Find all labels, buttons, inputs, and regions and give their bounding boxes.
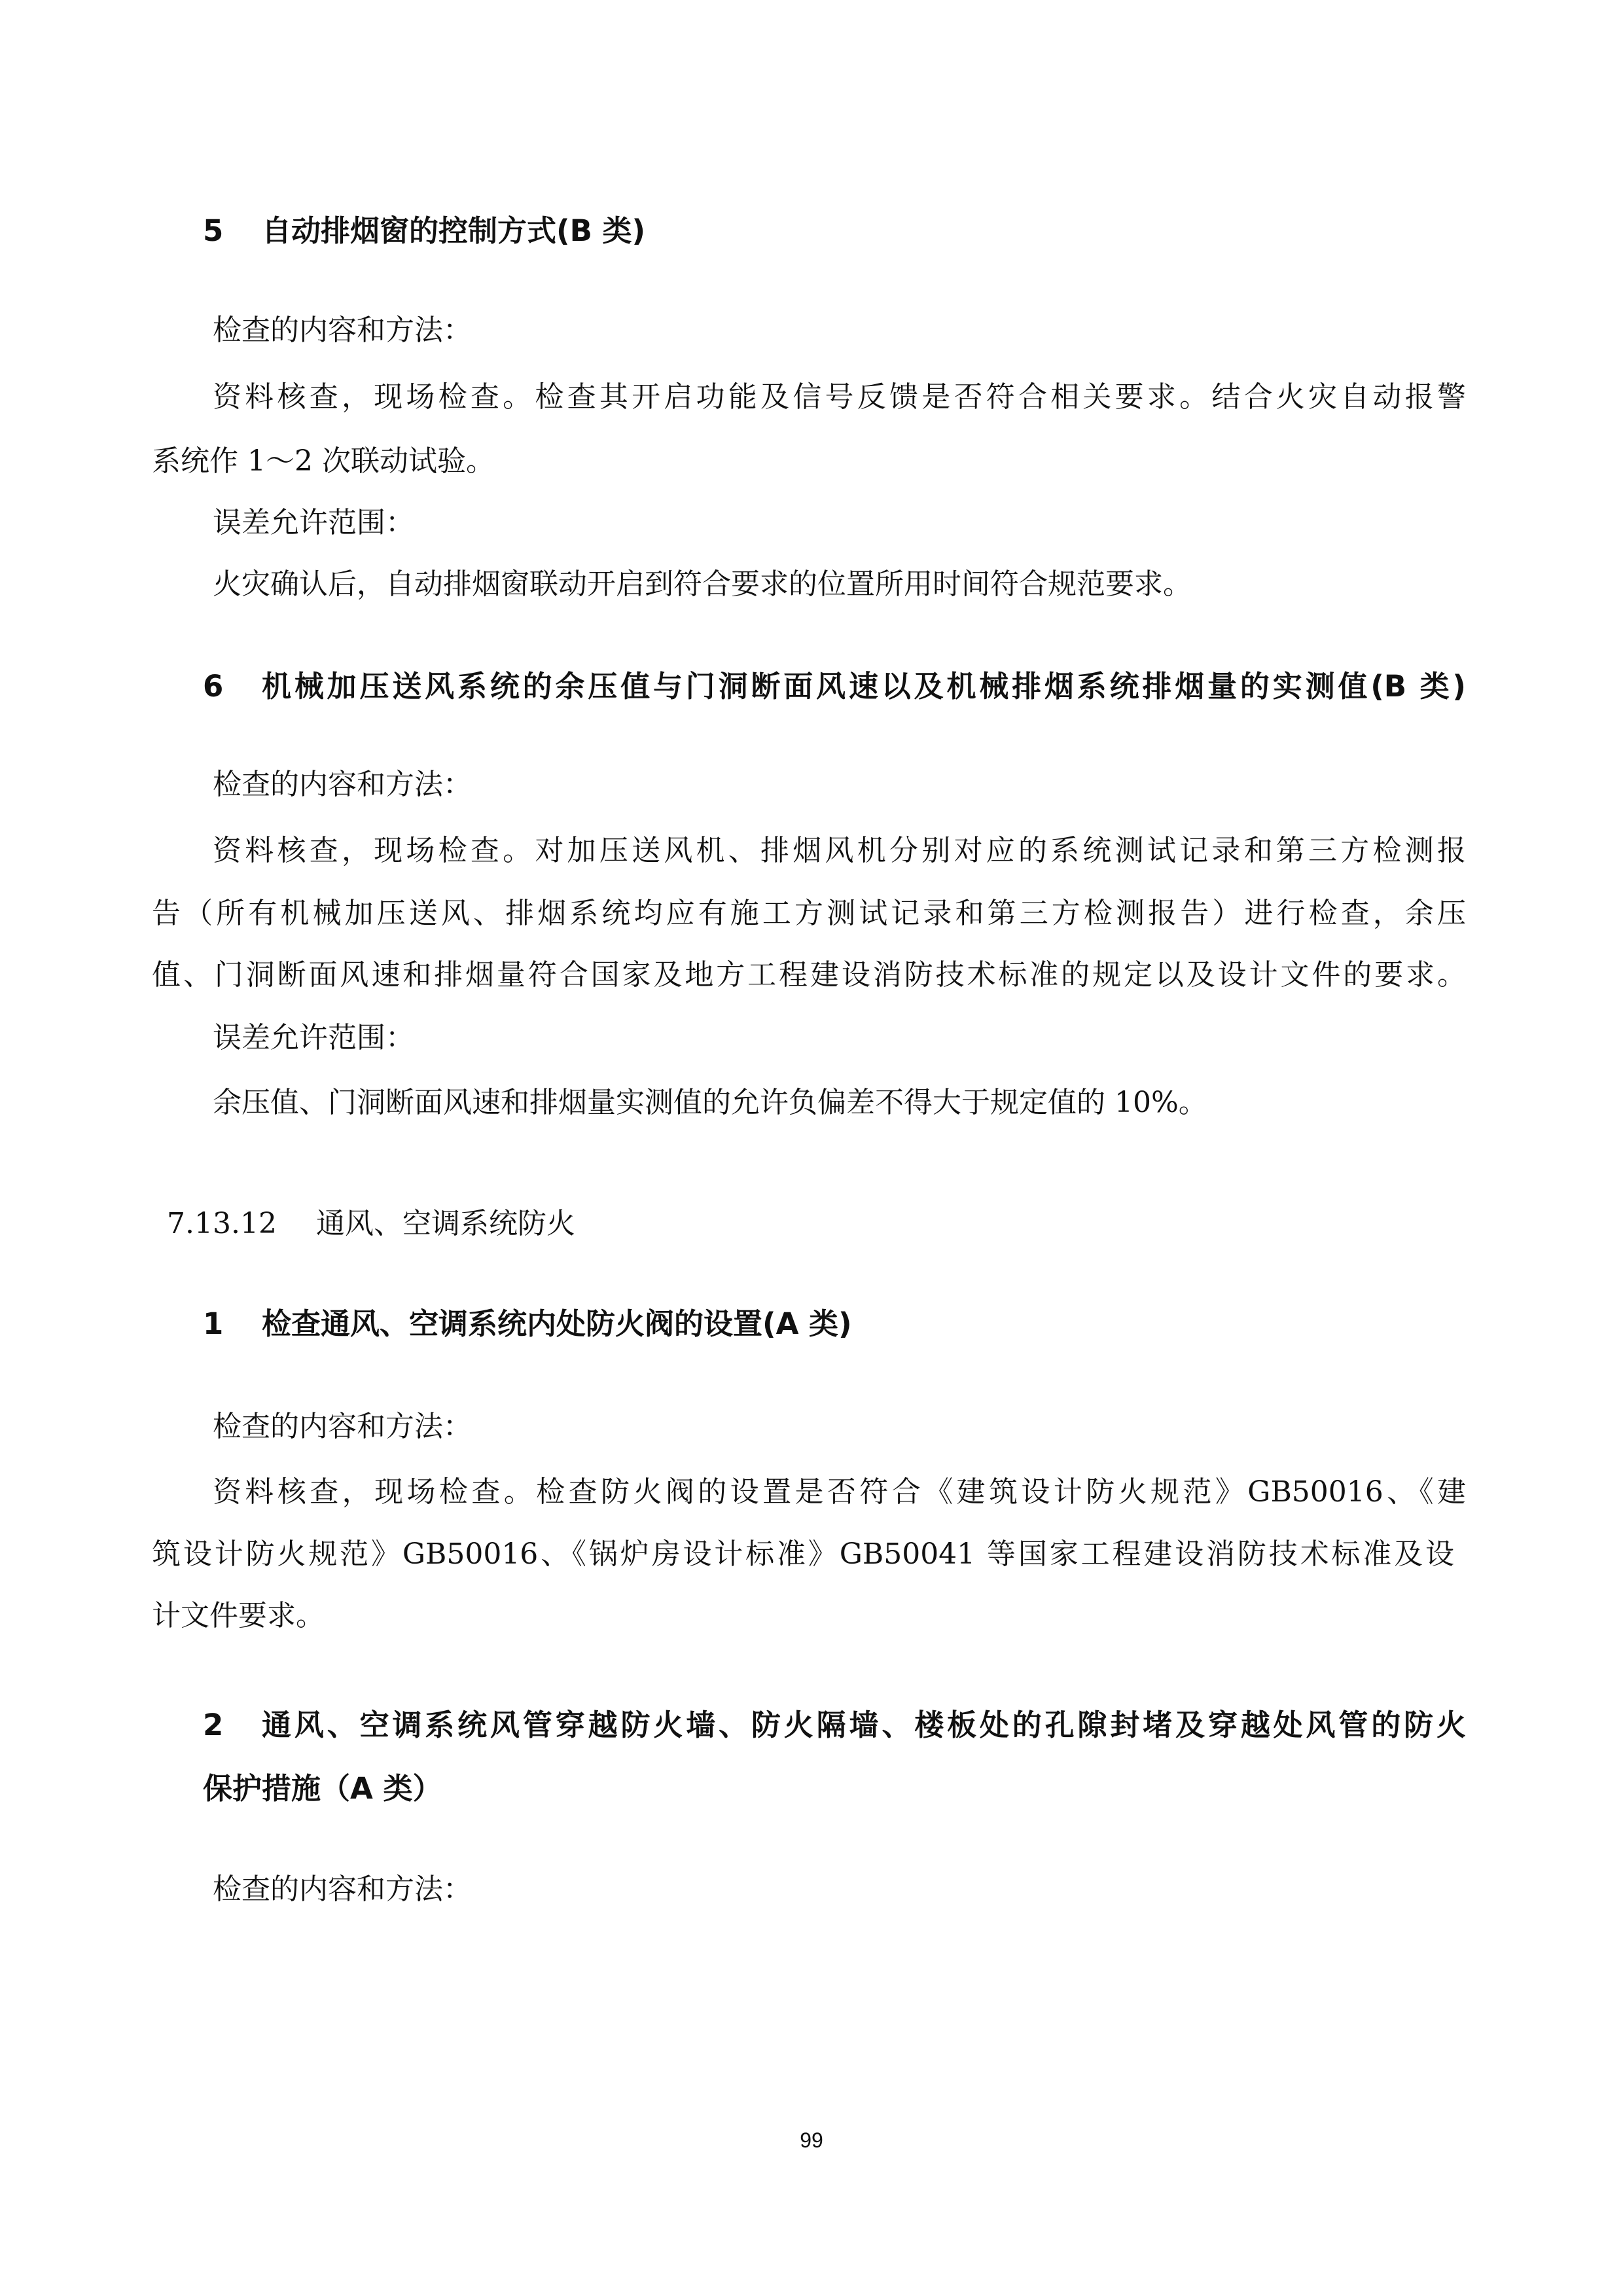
section-6-number: 6 xyxy=(203,669,224,704)
section-5-title: 自动排烟窗的控制方式(B 类) xyxy=(262,213,646,248)
item-1-label-method: 检查的内容和方法： xyxy=(213,1410,472,1443)
subsection-title: 通风、空调系统防火 xyxy=(316,1207,575,1240)
item-2-number: 2 xyxy=(203,1708,224,1742)
section-5-label-tolerance: 误差允许范围： xyxy=(213,506,414,539)
section-5-body-line-2: 系统作 1～2 次联动试验。 xyxy=(152,444,495,478)
page-number: 99 xyxy=(800,2128,823,2152)
item-1-number: 1 xyxy=(203,1306,224,1341)
section-6-body-line-1: 资料核查，现场检查。对加压送风机、排烟风机分别对应的系统测试记录和第三方检测报 xyxy=(213,834,1466,867)
section-5-body-line-3: 火灾确认后，自动排烟窗联动开启到符合要求的位置所用时间符合规范要求。 xyxy=(213,567,1192,601)
item-2-label-method: 检查的内容和方法： xyxy=(213,1873,472,1906)
section-6-body-line-4: 余压值、门洞断面风速和排烟量实测值的允许负偏差不得大于规定值的 10%。 xyxy=(213,1086,1207,1119)
section-5-label-method: 检查的内容和方法： xyxy=(213,314,472,347)
section-6-body-line-3: 值、门洞断面风速和排烟量符合国家及地方工程建设消防技术标准的规定以及设计文件的要求。 xyxy=(152,958,1466,992)
section-6-title: 机械加压送风系统的余压值与门洞断面风速以及机械排烟系统排烟量的实测值(B 类) xyxy=(262,669,1466,704)
item-2-title-line-1: 通风、空调系统风管穿越防火墙、防火隔墙、楼板处的孔隙封堵及穿越处风管的防火 xyxy=(262,1708,1466,1742)
item-2-title-line-2: 保护措施（A 类） xyxy=(203,1771,442,1806)
item-1-body-line-2: 筑设计防火规范》GB50016、《锅炉房设计标准》GB50041 等国家工程建设消防技术标准及设 xyxy=(152,1537,1454,1571)
section-5-number: 5 xyxy=(203,213,224,248)
subsection-number: 7.13.12 xyxy=(167,1207,277,1240)
section-5-body-line-1: 资料核查，现场检查。检查其开启功能及信号反馈是否符合相关要求。结合火灾自动报警 xyxy=(213,380,1466,414)
section-6-label-tolerance: 误差允许范围： xyxy=(213,1021,414,1054)
section-6-label-method: 检查的内容和方法： xyxy=(213,768,472,801)
item-1-body-line-3: 计文件要求。 xyxy=(152,1599,325,1632)
item-1-body-line-1: 资料核查，现场检查。检查防火阀的设置是否符合《建筑设计防火规范》GB50016、《建 xyxy=(213,1475,1466,1509)
section-6-body-line-2: 告（所有机械加压送风、排烟系统均应有施工方测试记录和第三方检测报告）进行检查，余压 xyxy=(152,897,1466,930)
item-1-title: 检查通风、空调系统内处防火阀的设置(A 类) xyxy=(262,1306,852,1341)
